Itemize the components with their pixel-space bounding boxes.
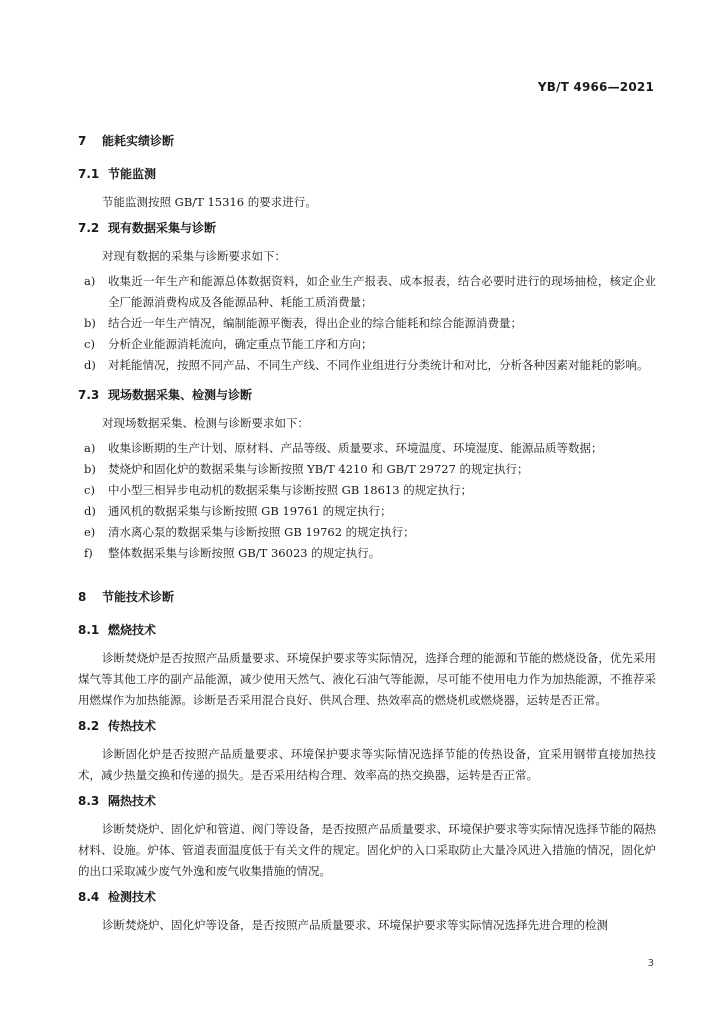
section-number: 7.2	[78, 221, 100, 235]
list-marker: e)	[84, 525, 96, 539]
section-title: 燃烧技术	[108, 623, 157, 637]
section-7-2	[78, 219, 656, 376]
section-number: 8	[78, 590, 87, 604]
paragraph: 节能监测按照 GB/T 15316 的要求进行。	[102, 195, 317, 209]
paragraph: 诊断焚烧炉、固化炉和管道、阀门等设备，是否按照产品质量要求、环境保护要求等实际情况选择节能的隔热材料、设施。炉体、管道表面温度低于有关文件的规定。固化炉的入口采取防止大量冷风进入措施的情况，固化炉的出口采取减少废气外逸和废气收集措施的情况。	[78, 822, 656, 878]
paragraph: 诊断焚烧炉是否按照产品质量要求、环境保护要求等实际情况，选择合理的能源和节能的燃烧设备，优先采用煤气等其他工序的副产品能源，减少使用天然气、液化石油气等能源，尽可能不使用电力作为加热能源，不推荐采用燃煤作为加热能源。诊断是否采用混合良好、供风合理、热效率高的燃烧机或燃烧器，运转是否正常。	[78, 651, 656, 707]
section-8-3	[78, 792, 656, 882]
list-item	[78, 522, 656, 543]
list-item-text: 焚烧炉和固化炉的数据采集与诊断按照 YB/T 4210 和 GB/T 29727 的规定执行；	[108, 462, 529, 476]
document-code: YB/T 4966—2021	[537, 80, 654, 94]
paragraph: 对现场数据采集、检测与诊断要求如下：	[102, 416, 309, 430]
section-8-heading	[78, 588, 656, 605]
paragraph: 诊断固化炉是否按照产品质量要求、环境保护要求等实际情况选择节能的传热设备，宜采用钢带直接加热技术，减少热量交换和传递的损失。是否采用结构合理、效率高的热交换器，运转是否正常。	[78, 747, 656, 782]
list-marker: c)	[84, 483, 95, 497]
section-7-1-heading	[78, 165, 656, 182]
list-item	[78, 355, 656, 376]
list-marker: d)	[84, 504, 96, 518]
list-marker: a)	[84, 441, 96, 455]
section-7-2-heading	[78, 219, 656, 236]
list-item-text: 清水离心泵的数据采集与诊断按照 GB 19762 的规定执行；	[108, 525, 415, 539]
section-title: 现有数据采集与诊断	[108, 221, 217, 235]
list-item	[78, 543, 656, 564]
section-title: 能耗实绩诊断	[102, 134, 175, 148]
section-number: 7.3	[78, 388, 100, 402]
list-item-text: 收集诊断期的生产计划、原材料、产品等级、质量要求、环境温度、环境湿度、能源品质等数据；	[108, 441, 603, 455]
section-title: 检测技术	[108, 890, 157, 904]
section-8-3-heading	[78, 792, 656, 809]
section-number: 7.1	[78, 167, 100, 181]
requirement-list	[78, 438, 656, 564]
list-item-text: 收集近一年生产和能源总体数据资料，如企业生产报表、成本报表，结合必要时进行的现场抽检，核定企业全厂能源消费构成及各能源品种、耗能工质消费量；	[108, 274, 656, 309]
section-8-1-heading	[78, 621, 656, 638]
page-number: 3	[647, 958, 654, 969]
section-title: 现场数据采集、检测与诊断	[108, 388, 253, 402]
list-item	[78, 334, 656, 355]
list-item-text: 中小型三相异步电动机的数据采集与诊断按照 GB 18613 的规定执行；	[108, 483, 473, 497]
section-7-1	[78, 165, 656, 213]
section-8-2	[78, 717, 656, 786]
list-item	[78, 271, 656, 313]
requirement-list	[78, 271, 656, 376]
list-item	[78, 313, 656, 334]
document-body	[78, 132, 656, 942]
section-title: 隔热技术	[108, 794, 157, 808]
list-item	[78, 438, 656, 459]
list-item-text: 分析企业能源消耗流向，确定重点节能工序和方向；	[108, 337, 373, 351]
list-marker: a)	[84, 274, 96, 288]
section-number: 8.4	[78, 890, 100, 904]
section-title: 节能技术诊断	[102, 590, 175, 604]
section-8-1	[78, 621, 656, 711]
list-item-text: 结合近一年生产情况，编制能源平衡表，得出企业的综合能耗和综合能源消费量；	[108, 316, 522, 330]
list-item-text: 整体数据采集与诊断按照 GB/T 36023 的规定执行。	[108, 546, 381, 560]
section-7-3	[78, 386, 656, 564]
section-title: 传热技术	[108, 719, 157, 733]
section-8-4	[78, 888, 656, 936]
section-number: 8.2	[78, 719, 100, 733]
paragraph: 诊断焚烧炉、固化炉等设备，是否按照产品质量要求、环境保护要求等实际情况选择先进合理的检测	[102, 918, 608, 932]
section-7-heading	[78, 132, 656, 149]
list-marker: f)	[84, 546, 93, 560]
list-item-text: 通风机的数据采集与诊断按照 GB 19761 的规定执行；	[108, 504, 392, 518]
paragraph: 对现有数据的采集与诊断要求如下：	[102, 249, 286, 263]
list-marker: c)	[84, 337, 95, 351]
list-item	[78, 501, 656, 522]
section-title: 节能监测	[108, 167, 157, 181]
list-marker: d)	[84, 358, 96, 372]
list-item	[78, 480, 656, 501]
list-item-text: 对耗能情况，按照不同产品、不同生产线、不同作业组进行分类统计和对比，分析各种因素对能耗的影响。	[108, 358, 649, 372]
list-marker: b)	[84, 462, 96, 476]
section-7-3-heading	[78, 386, 656, 403]
list-item	[78, 459, 656, 480]
list-marker: b)	[84, 316, 96, 330]
section-number: 8.3	[78, 794, 100, 808]
section-8-2-heading	[78, 717, 656, 734]
section-8-4-heading	[78, 888, 656, 905]
section-number: 8.1	[78, 623, 100, 637]
section-number: 7	[78, 134, 87, 148]
